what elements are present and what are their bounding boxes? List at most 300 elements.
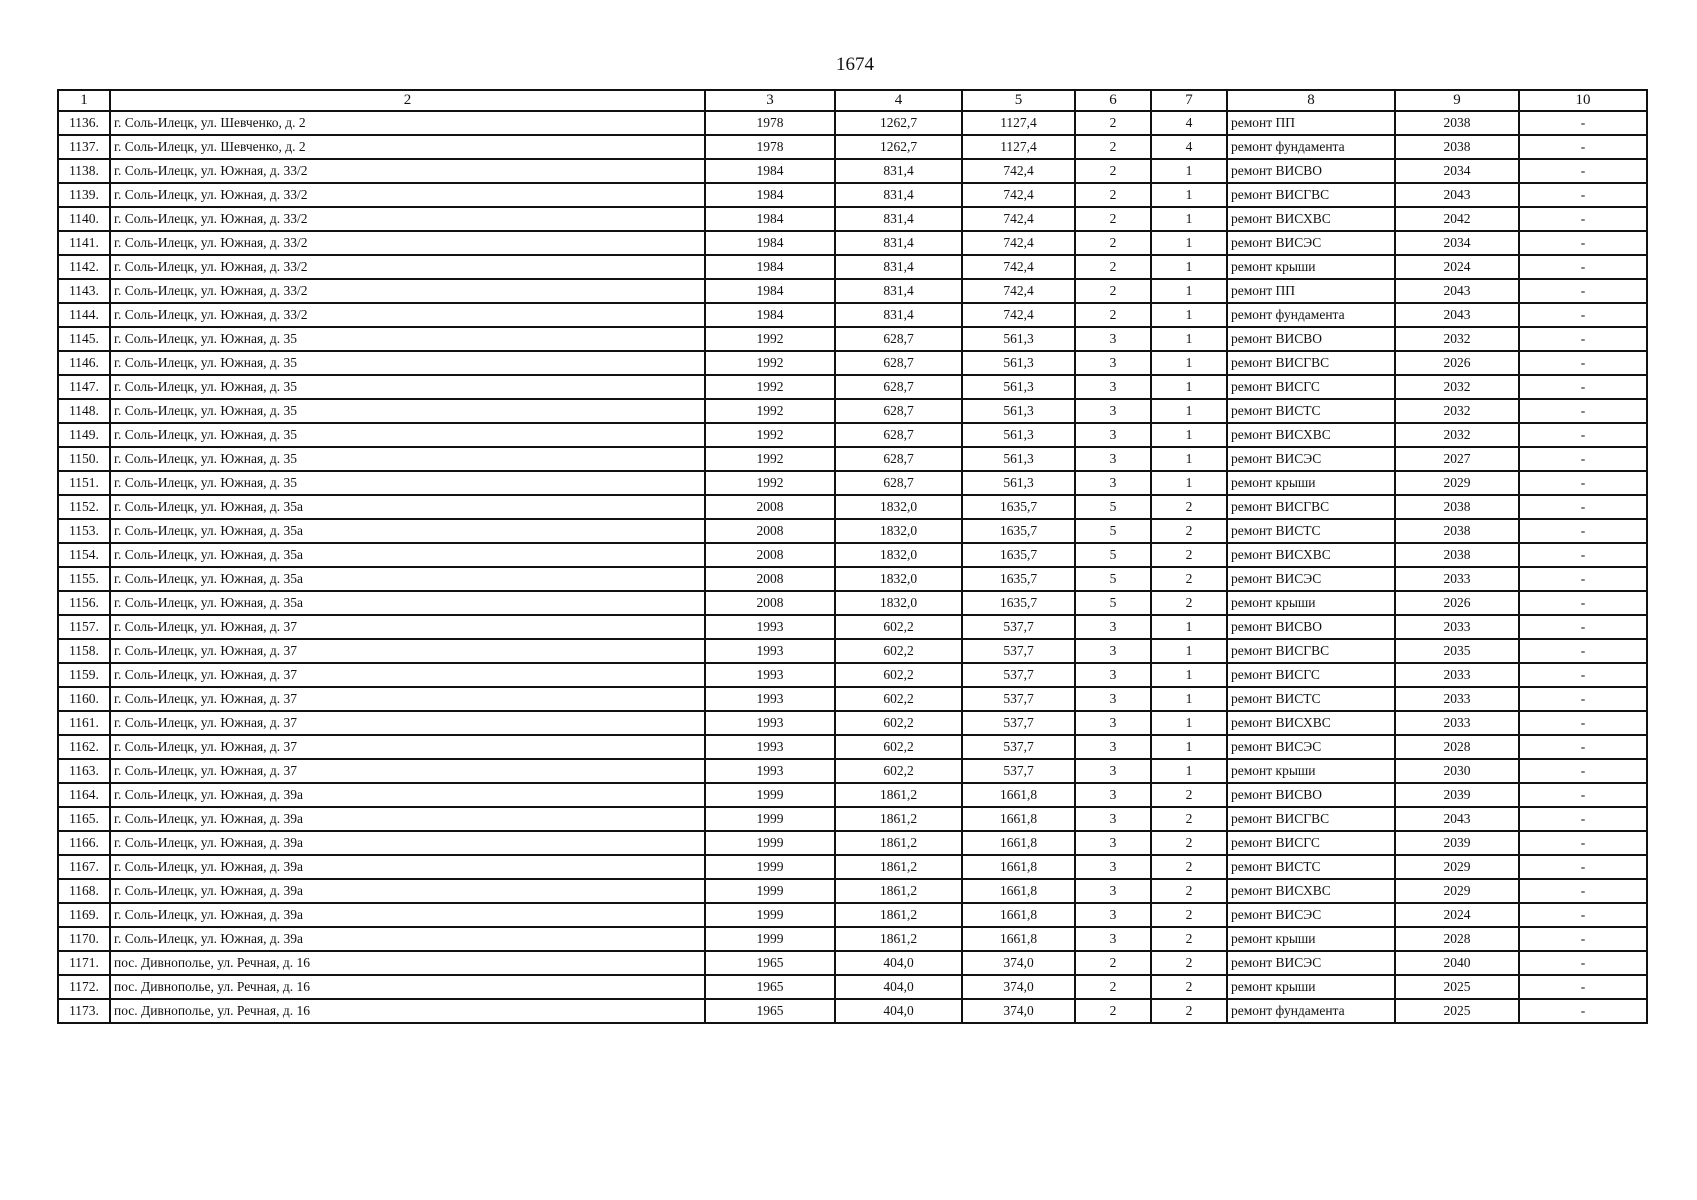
total-area-cell: 831,4 [835, 255, 962, 279]
floors-cell: 3 [1075, 687, 1151, 711]
work-type-cell: ремонт фундамента [1227, 999, 1395, 1023]
total-area-cell: 831,4 [835, 303, 962, 327]
floors-cell: 3 [1075, 783, 1151, 807]
work-type-cell: ремонт ВИСГС [1227, 663, 1395, 687]
row-number-cell: 1156. [58, 591, 110, 615]
note-cell: - [1519, 927, 1647, 951]
total-area-cell: 1832,0 [835, 519, 962, 543]
repair-schedule-table [57, 89, 1648, 1024]
table-row [58, 999, 1647, 1023]
table-row [58, 831, 1647, 855]
entrances-cell: 2 [1151, 879, 1227, 903]
living-area-cell: 742,4 [962, 303, 1075, 327]
row-number-cell: 1148. [58, 399, 110, 423]
table-row [58, 975, 1647, 999]
year-built-cell: 1999 [705, 879, 835, 903]
entrances-cell: 1 [1151, 615, 1227, 639]
year-built-cell: 1999 [705, 927, 835, 951]
planned-year-cell: 2033 [1395, 711, 1519, 735]
floors-cell: 2 [1075, 303, 1151, 327]
year-built-cell: 2008 [705, 543, 835, 567]
entrances-cell: 1 [1151, 327, 1227, 351]
entrances-cell: 1 [1151, 375, 1227, 399]
address-cell: г. Соль-Илецк, ул. Южная, д. 33/2 [110, 231, 705, 255]
address-cell: г. Соль-Илецк, ул. Южная, д. 33/2 [110, 279, 705, 303]
year-built-cell: 1984 [705, 303, 835, 327]
living-area-cell: 1127,4 [962, 135, 1075, 159]
floors-cell: 3 [1075, 759, 1151, 783]
entrances-cell: 1 [1151, 303, 1227, 327]
note-cell: - [1519, 231, 1647, 255]
living-area-cell: 1661,8 [962, 807, 1075, 831]
total-area-cell: 1861,2 [835, 783, 962, 807]
table-row [58, 111, 1647, 135]
work-type-cell: ремонт крыши [1227, 975, 1395, 999]
total-area-cell: 602,2 [835, 735, 962, 759]
work-type-cell: ремонт ВИСЭС [1227, 567, 1395, 591]
row-number-cell: 1145. [58, 327, 110, 351]
year-built-cell: 1993 [705, 615, 835, 639]
entrances-cell: 1 [1151, 183, 1227, 207]
row-number-cell: 1154. [58, 543, 110, 567]
note-cell: - [1519, 975, 1647, 999]
table-row [58, 855, 1647, 879]
work-type-cell: ремонт крыши [1227, 255, 1395, 279]
living-area-cell: 537,7 [962, 663, 1075, 687]
floors-cell: 3 [1075, 831, 1151, 855]
entrances-cell: 2 [1151, 855, 1227, 879]
row-number-cell: 1161. [58, 711, 110, 735]
entrances-cell: 2 [1151, 927, 1227, 951]
floors-cell: 5 [1075, 543, 1151, 567]
work-type-cell: ремонт фундамента [1227, 135, 1395, 159]
living-area-cell: 1661,8 [962, 831, 1075, 855]
note-cell: - [1519, 567, 1647, 591]
year-built-cell: 1999 [705, 855, 835, 879]
note-cell: - [1519, 327, 1647, 351]
table-row [58, 471, 1647, 495]
table-row [58, 903, 1647, 927]
living-area-cell: 742,4 [962, 279, 1075, 303]
year-built-cell: 1993 [705, 687, 835, 711]
entrances-cell: 2 [1151, 783, 1227, 807]
row-number-cell: 1138. [58, 159, 110, 183]
row-number-cell: 1149. [58, 423, 110, 447]
planned-year-cell: 2038 [1395, 135, 1519, 159]
entrances-cell: 4 [1151, 111, 1227, 135]
address-cell: г. Соль-Илецк, ул. Южная, д. 35 [110, 471, 705, 495]
total-area-cell: 628,7 [835, 447, 962, 471]
planned-year-cell: 2043 [1395, 279, 1519, 303]
planned-year-cell: 2028 [1395, 927, 1519, 951]
entrances-cell: 2 [1151, 831, 1227, 855]
address-cell: г. Соль-Илецк, ул. Шевченко, д. 2 [110, 135, 705, 159]
row-number-cell: 1170. [58, 927, 110, 951]
floors-cell: 5 [1075, 567, 1151, 591]
note-cell: - [1519, 159, 1647, 183]
work-type-cell: ремонт ВИСЭС [1227, 951, 1395, 975]
address-cell: г. Соль-Илецк, ул. Южная, д. 33/2 [110, 159, 705, 183]
note-cell: - [1519, 759, 1647, 783]
column-header: 7 [1151, 90, 1227, 111]
note-cell: - [1519, 303, 1647, 327]
floors-cell: 5 [1075, 495, 1151, 519]
work-type-cell: ремонт ПП [1227, 111, 1395, 135]
floors-cell: 2 [1075, 207, 1151, 231]
note-cell: - [1519, 807, 1647, 831]
year-built-cell: 1978 [705, 135, 835, 159]
year-built-cell: 1993 [705, 759, 835, 783]
planned-year-cell: 2034 [1395, 159, 1519, 183]
total-area-cell: 831,4 [835, 207, 962, 231]
table-row [58, 927, 1647, 951]
note-cell: - [1519, 999, 1647, 1023]
row-number-cell: 1151. [58, 471, 110, 495]
planned-year-cell: 2033 [1395, 567, 1519, 591]
living-area-cell: 561,3 [962, 399, 1075, 423]
address-cell: г. Соль-Илецк, ул. Южная, д. 39а [110, 807, 705, 831]
total-area-cell: 1262,7 [835, 111, 962, 135]
work-type-cell: ремонт ВИСТС [1227, 687, 1395, 711]
table-row [58, 759, 1647, 783]
note-cell: - [1519, 615, 1647, 639]
address-cell: г. Соль-Илецк, ул. Южная, д. 37 [110, 711, 705, 735]
table-row [58, 783, 1647, 807]
work-type-cell: ремонт ВИСГС [1227, 831, 1395, 855]
year-built-cell: 2008 [705, 495, 835, 519]
living-area-cell: 561,3 [962, 447, 1075, 471]
entrances-cell: 1 [1151, 207, 1227, 231]
row-number-cell: 1147. [58, 375, 110, 399]
address-cell: пос. Дивнополье, ул. Речная, д. 16 [110, 999, 705, 1023]
total-area-cell: 602,2 [835, 687, 962, 711]
year-built-cell: 1965 [705, 951, 835, 975]
entrances-cell: 2 [1151, 807, 1227, 831]
table-row [58, 183, 1647, 207]
note-cell: - [1519, 711, 1647, 735]
living-area-cell: 742,4 [962, 231, 1075, 255]
floors-cell: 5 [1075, 519, 1151, 543]
year-built-cell: 1999 [705, 807, 835, 831]
floors-cell: 2 [1075, 975, 1151, 999]
total-area-cell: 628,7 [835, 399, 962, 423]
total-area-cell: 628,7 [835, 423, 962, 447]
entrances-cell: 1 [1151, 423, 1227, 447]
year-built-cell: 1992 [705, 447, 835, 471]
total-area-cell: 1832,0 [835, 543, 962, 567]
note-cell: - [1519, 783, 1647, 807]
row-number-cell: 1136. [58, 111, 110, 135]
row-number-cell: 1165. [58, 807, 110, 831]
total-area-cell: 1861,2 [835, 807, 962, 831]
floors-cell: 3 [1075, 879, 1151, 903]
entrances-cell: 1 [1151, 711, 1227, 735]
total-area-cell: 602,2 [835, 615, 962, 639]
work-type-cell: ремонт ВИСГВС [1227, 351, 1395, 375]
address-cell: г. Соль-Илецк, ул. Южная, д. 39а [110, 903, 705, 927]
total-area-cell: 1861,2 [835, 903, 962, 927]
work-type-cell: ремонт ВИСХВС [1227, 423, 1395, 447]
work-type-cell: ремонт ВИСЭС [1227, 231, 1395, 255]
note-cell: - [1519, 543, 1647, 567]
year-built-cell: 1984 [705, 183, 835, 207]
entrances-cell: 1 [1151, 255, 1227, 279]
row-number-cell: 1140. [58, 207, 110, 231]
entrances-cell: 1 [1151, 159, 1227, 183]
column-header: 1 [58, 90, 110, 111]
floors-cell: 3 [1075, 447, 1151, 471]
planned-year-cell: 2032 [1395, 327, 1519, 351]
living-area-cell: 561,3 [962, 375, 1075, 399]
planned-year-cell: 2043 [1395, 807, 1519, 831]
total-area-cell: 831,4 [835, 279, 962, 303]
planned-year-cell: 2024 [1395, 903, 1519, 927]
year-built-cell: 1993 [705, 735, 835, 759]
planned-year-cell: 2032 [1395, 399, 1519, 423]
floors-cell: 3 [1075, 615, 1151, 639]
column-header: 9 [1395, 90, 1519, 111]
living-area-cell: 374,0 [962, 975, 1075, 999]
total-area-cell: 404,0 [835, 951, 962, 975]
planned-year-cell: 2035 [1395, 639, 1519, 663]
table-row [58, 279, 1647, 303]
planned-year-cell: 2040 [1395, 951, 1519, 975]
table-row [58, 687, 1647, 711]
total-area-cell: 602,2 [835, 639, 962, 663]
table-row [58, 735, 1647, 759]
year-built-cell: 1984 [705, 231, 835, 255]
planned-year-cell: 2032 [1395, 375, 1519, 399]
total-area-cell: 1861,2 [835, 831, 962, 855]
row-number-cell: 1160. [58, 687, 110, 711]
table-row [58, 159, 1647, 183]
table-row [58, 879, 1647, 903]
total-area-cell: 1832,0 [835, 495, 962, 519]
floors-cell: 2 [1075, 279, 1151, 303]
row-number-cell: 1150. [58, 447, 110, 471]
address-cell: г. Соль-Илецк, ул. Южная, д. 37 [110, 639, 705, 663]
address-cell: г. Соль-Илецк, ул. Южная, д. 33/2 [110, 183, 705, 207]
total-area-cell: 1832,0 [835, 591, 962, 615]
note-cell: - [1519, 399, 1647, 423]
planned-year-cell: 2038 [1395, 543, 1519, 567]
total-area-cell: 602,2 [835, 759, 962, 783]
total-area-cell: 1861,2 [835, 855, 962, 879]
total-area-cell: 831,4 [835, 159, 962, 183]
entrances-cell: 1 [1151, 759, 1227, 783]
entrances-cell: 1 [1151, 735, 1227, 759]
address-cell: г. Соль-Илецк, ул. Южная, д. 35 [110, 351, 705, 375]
entrances-cell: 1 [1151, 663, 1227, 687]
table-row [58, 351, 1647, 375]
note-cell: - [1519, 255, 1647, 279]
address-cell: г. Соль-Илецк, ул. Южная, д. 37 [110, 615, 705, 639]
living-area-cell: 537,7 [962, 759, 1075, 783]
column-header: 4 [835, 90, 962, 111]
note-cell: - [1519, 879, 1647, 903]
total-area-cell: 1861,2 [835, 927, 962, 951]
total-area-cell: 602,2 [835, 711, 962, 735]
entrances-cell: 2 [1151, 903, 1227, 927]
work-type-cell: ремонт ВИСГВС [1227, 639, 1395, 663]
work-type-cell: ремонт ВИСВО [1227, 327, 1395, 351]
table-row [58, 399, 1647, 423]
year-built-cell: 1992 [705, 375, 835, 399]
year-built-cell: 1999 [705, 783, 835, 807]
total-area-cell: 404,0 [835, 999, 962, 1023]
table-row [58, 807, 1647, 831]
planned-year-cell: 2028 [1395, 735, 1519, 759]
year-built-cell: 1992 [705, 351, 835, 375]
table-row [58, 519, 1647, 543]
living-area-cell: 374,0 [962, 999, 1075, 1023]
floors-cell: 2 [1075, 255, 1151, 279]
table-row [58, 567, 1647, 591]
planned-year-cell: 2038 [1395, 519, 1519, 543]
row-number-cell: 1158. [58, 639, 110, 663]
note-cell: - [1519, 111, 1647, 135]
entrances-cell: 4 [1151, 135, 1227, 159]
year-built-cell: 1984 [705, 279, 835, 303]
planned-year-cell: 2033 [1395, 663, 1519, 687]
row-number-cell: 1173. [58, 999, 110, 1023]
living-area-cell: 1635,7 [962, 519, 1075, 543]
floors-cell: 2 [1075, 159, 1151, 183]
entrances-cell: 1 [1151, 231, 1227, 255]
year-built-cell: 1984 [705, 255, 835, 279]
total-area-cell: 1262,7 [835, 135, 962, 159]
work-type-cell: ремонт ВИСГС [1227, 375, 1395, 399]
work-type-cell: ремонт ВИСВО [1227, 615, 1395, 639]
entrances-cell: 1 [1151, 471, 1227, 495]
column-header: 5 [962, 90, 1075, 111]
work-type-cell: ремонт ВИСВО [1227, 783, 1395, 807]
year-built-cell: 1992 [705, 399, 835, 423]
planned-year-cell: 2025 [1395, 999, 1519, 1023]
address-cell: г. Соль-Илецк, ул. Южная, д. 33/2 [110, 255, 705, 279]
living-area-cell: 1635,7 [962, 495, 1075, 519]
planned-year-cell: 2029 [1395, 879, 1519, 903]
address-cell: г. Соль-Илецк, ул. Южная, д. 35а [110, 543, 705, 567]
table-row [58, 591, 1647, 615]
total-area-cell: 831,4 [835, 231, 962, 255]
living-area-cell: 1661,8 [962, 855, 1075, 879]
floors-cell: 3 [1075, 663, 1151, 687]
work-type-cell: ремонт ВИСХВС [1227, 711, 1395, 735]
floors-cell: 3 [1075, 807, 1151, 831]
living-area-cell: 1661,8 [962, 927, 1075, 951]
row-number-cell: 1139. [58, 183, 110, 207]
work-type-cell: ремонт ПП [1227, 279, 1395, 303]
entrances-cell: 1 [1151, 351, 1227, 375]
total-area-cell: 404,0 [835, 975, 962, 999]
address-cell: г. Соль-Илецк, ул. Южная, д. 35а [110, 591, 705, 615]
total-area-cell: 628,7 [835, 471, 962, 495]
address-cell: пос. Дивнополье, ул. Речная, д. 16 [110, 975, 705, 999]
entrances-cell: 2 [1151, 519, 1227, 543]
planned-year-cell: 2038 [1395, 495, 1519, 519]
living-area-cell: 561,3 [962, 327, 1075, 351]
row-number-cell: 1166. [58, 831, 110, 855]
living-area-cell: 374,0 [962, 951, 1075, 975]
note-cell: - [1519, 855, 1647, 879]
table-row [58, 663, 1647, 687]
row-number-cell: 1143. [58, 279, 110, 303]
living-area-cell: 742,4 [962, 207, 1075, 231]
row-number-cell: 1153. [58, 519, 110, 543]
living-area-cell: 1661,8 [962, 783, 1075, 807]
row-number-cell: 1162. [58, 735, 110, 759]
row-number-cell: 1164. [58, 783, 110, 807]
table-row [58, 135, 1647, 159]
work-type-cell: ремонт крыши [1227, 471, 1395, 495]
floors-cell: 2 [1075, 135, 1151, 159]
note-cell: - [1519, 687, 1647, 711]
column-header: 8 [1227, 90, 1395, 111]
living-area-cell: 1661,8 [962, 903, 1075, 927]
floors-cell: 3 [1075, 711, 1151, 735]
living-area-cell: 1127,4 [962, 111, 1075, 135]
address-cell: г. Соль-Илецк, ул. Южная, д. 37 [110, 735, 705, 759]
planned-year-cell: 2043 [1395, 183, 1519, 207]
address-cell: г. Соль-Илецк, ул. Шевченко, д. 2 [110, 111, 705, 135]
year-built-cell: 1999 [705, 831, 835, 855]
table-row [58, 375, 1647, 399]
column-header: 2 [110, 90, 705, 111]
planned-year-cell: 2033 [1395, 687, 1519, 711]
floors-cell: 3 [1075, 423, 1151, 447]
entrances-cell: 1 [1151, 687, 1227, 711]
living-area-cell: 537,7 [962, 735, 1075, 759]
planned-year-cell: 2043 [1395, 303, 1519, 327]
note-cell: - [1519, 423, 1647, 447]
floors-cell: 3 [1075, 375, 1151, 399]
column-header: 3 [705, 90, 835, 111]
column-header: 10 [1519, 90, 1647, 111]
year-built-cell: 1965 [705, 999, 835, 1023]
floors-cell: 3 [1075, 903, 1151, 927]
total-area-cell: 1861,2 [835, 879, 962, 903]
floors-cell: 2 [1075, 183, 1151, 207]
work-type-cell: ремонт ВИСХВС [1227, 879, 1395, 903]
row-number-cell: 1168. [58, 879, 110, 903]
row-number-cell: 1172. [58, 975, 110, 999]
total-area-cell: 628,7 [835, 327, 962, 351]
address-cell: г. Соль-Илецк, ул. Южная, д. 39а [110, 879, 705, 903]
work-type-cell: ремонт крыши [1227, 927, 1395, 951]
row-number-cell: 1152. [58, 495, 110, 519]
note-cell: - [1519, 591, 1647, 615]
entrances-cell: 2 [1151, 999, 1227, 1023]
entrances-cell: 1 [1151, 279, 1227, 303]
year-built-cell: 1965 [705, 975, 835, 999]
table-row [58, 231, 1647, 255]
work-type-cell: ремонт ВИСТС [1227, 855, 1395, 879]
note-cell: - [1519, 471, 1647, 495]
address-cell: г. Соль-Илецк, ул. Южная, д. 39а [110, 927, 705, 951]
work-type-cell: ремонт фундамента [1227, 303, 1395, 327]
table-row [58, 447, 1647, 471]
year-built-cell: 1999 [705, 903, 835, 927]
total-area-cell: 628,7 [835, 351, 962, 375]
address-cell: г. Соль-Илецк, ул. Южная, д. 37 [110, 759, 705, 783]
floors-cell: 3 [1075, 927, 1151, 951]
page-number: 1674 [836, 54, 874, 75]
work-type-cell: ремонт ВИСГВС [1227, 495, 1395, 519]
work-type-cell: ремонт ВИСЭС [1227, 447, 1395, 471]
note-cell: - [1519, 519, 1647, 543]
note-cell: - [1519, 639, 1647, 663]
